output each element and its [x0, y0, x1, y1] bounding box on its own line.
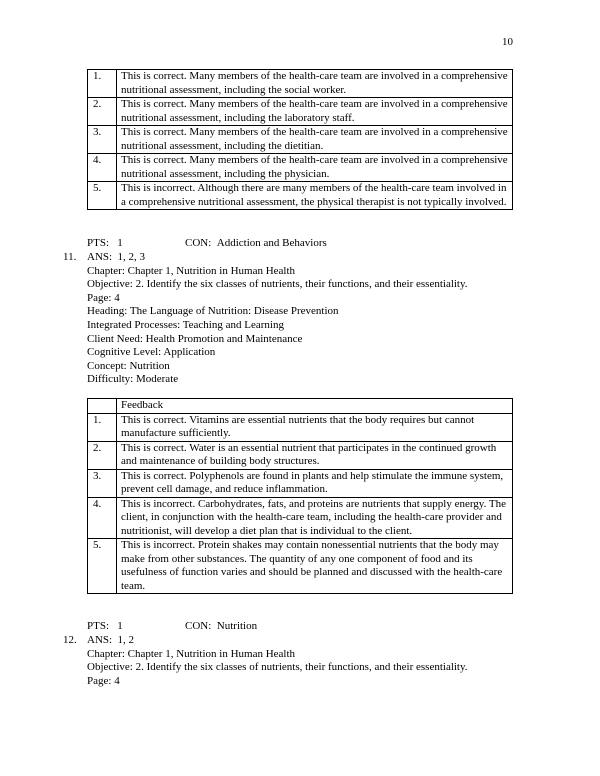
feedback-table-q10: [87, 69, 513, 210]
table-row: [88, 539, 513, 594]
table-row: [88, 154, 513, 182]
client-need-line: Client Need: Health Promotion and Maintenance: [87, 332, 303, 345]
row-text: This is incorrect. Although there are many members of the health-care team involved in a comprehensive nutritional assessment, the physical therapist is not typically involved.: [117, 182, 513, 210]
row-number: 3.: [88, 126, 117, 154]
table-row: [88, 469, 513, 497]
table-header-row: [88, 399, 513, 414]
row-text: This is incorrect. Carbohydrates, fats, and proteins are nutrients that supply energy. The client, in conjunction with the health-care team, including the health-care provider and nutritionist, will develop a diet plan that is individual to the client.: [117, 497, 513, 539]
table-row: [88, 441, 513, 469]
table-row: [88, 497, 513, 539]
table-row: [88, 413, 513, 441]
row-text: This is correct. Many members of the health-care team are involved in a comprehensive nutritional assessment, including the dietitian.: [117, 126, 513, 154]
row-text: This is correct. Many members of the health-care team are involved in a comprehensive nutritional assessment, including the laboratory staff.: [117, 98, 513, 126]
integrated-processes-line: Integrated Processes: Teaching and Learning: [87, 318, 284, 331]
table-row: [88, 126, 513, 154]
question-12-metadata: [87, 634, 468, 688]
pts-con-line: [87, 237, 327, 251]
question-11-metadata: [87, 251, 468, 387]
question-number: 11.: [63, 251, 77, 263]
row-number: 4.: [88, 154, 117, 182]
pts-con-line: [87, 620, 257, 634]
pts-label: PTS: 1: [87, 620, 123, 632]
con-label: CON: Nutrition: [185, 620, 258, 632]
cognitive-level-line: Cognitive Level: Application: [87, 346, 216, 359]
row-text: This is correct. Water is an essential nutrient that participates in the continued growth and maintenance of building body structures.: [117, 441, 513, 469]
question-number: 12.: [63, 634, 77, 646]
concept-line: Concept: Nutrition: [87, 359, 170, 372]
feedback-header: Feedback: [117, 399, 513, 414]
chapter-line: Chapter: Chapter 1, Nutrition in Human Health: [87, 647, 296, 660]
row-text: This is correct. Many members of the health-care team are involved in a comprehensive nutritional assessment, including the physician.: [117, 154, 513, 182]
row-number: 3.: [88, 469, 117, 497]
objective-line: Objective: 2. Identify the six classes of nutrients, their functions, and their essentiality.: [87, 278, 468, 291]
row-number: 4.: [88, 497, 117, 539]
row-text: This is correct. Many members of the health-care team are involved in a comprehensive nutritional assessment, including the social worker.: [117, 70, 513, 98]
row-number: 2.: [88, 98, 117, 126]
row-number: 1.: [88, 70, 117, 98]
page-line: Page: 4: [87, 291, 120, 304]
row-text: This is correct. Vitamins are essential nutrients that the body requires but cannot manufacture sufficiently.: [117, 413, 513, 441]
row-number: 5.: [88, 182, 117, 210]
difficulty-line: Difficulty: Moderate: [87, 373, 179, 386]
pts-label: PTS: 1: [87, 237, 123, 249]
answer-line: ANS: 1, 2: [87, 634, 135, 646]
page-line: Page: 4: [87, 674, 120, 687]
heading-line: Heading: The Language of Nutrition: Disease Prevention: [87, 305, 339, 318]
row-number: 5.: [88, 539, 117, 594]
table-row: [88, 98, 513, 126]
chapter-line: Chapter: Chapter 1, Nutrition in Human Health: [87, 264, 296, 277]
row-text: This is incorrect. Protein shakes may contain nonessential nutrients that the body may make from other substances. The quantity of any one component of food and its usefulness of function varies and should be planned and discussed with the health-care team.: [117, 539, 513, 594]
answer-line: ANS: 1, 2, 3: [87, 251, 146, 263]
objective-line: Objective: 2. Identify the six classes of nutrients, their functions, and their essentiality.: [87, 661, 468, 674]
row-number: 1.: [88, 413, 117, 441]
row-text: This is correct. Polyphenols are found in plants and help stimulate the immune system, prevent cell damage, and reduce inflammation.: [117, 469, 513, 497]
con-label: CON: Addiction and Behaviors: [185, 237, 327, 249]
feedback-table-q11: [87, 398, 513, 594]
row-number: 2.: [88, 441, 117, 469]
table-row: [88, 182, 513, 210]
table-row: [88, 70, 513, 98]
page-number: 10: [502, 36, 513, 48]
